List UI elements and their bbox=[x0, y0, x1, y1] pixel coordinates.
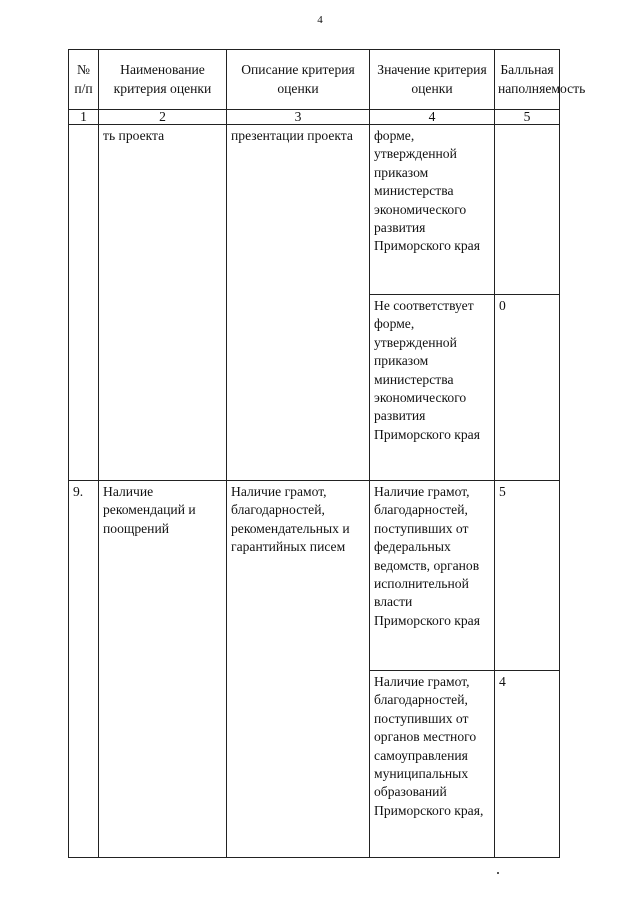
header-criterion-description: Описание критерия оценки bbox=[227, 50, 370, 110]
scan-dot bbox=[497, 872, 499, 874]
column-index: 1 bbox=[69, 110, 99, 125]
row-number: 9. bbox=[69, 481, 99, 858]
column-index: 3 bbox=[227, 110, 370, 125]
table-header-row bbox=[69, 50, 560, 110]
criterion-description: Наличие грамот, благодарностей, рекомендательных и гарантийных писем bbox=[227, 481, 370, 858]
table-row bbox=[69, 481, 560, 671]
criterion-name: ть проекта bbox=[99, 125, 227, 481]
row-number bbox=[69, 125, 99, 481]
page-number: 4 bbox=[317, 14, 323, 26]
criterion-name: Наличие рекомендаций и поощрений bbox=[99, 481, 227, 858]
criteria-table bbox=[68, 49, 586, 858]
criterion-score: 0 bbox=[495, 295, 560, 481]
header-criterion-name: Наименование критерия оценки bbox=[99, 50, 227, 110]
criterion-value: Наличие грамот, благодарностей, поступивших от федеральных ведомств, органов исполнительной власти Приморского края bbox=[370, 481, 495, 671]
criterion-value: Не соответствует форме, утвержденной приказом министерства экономического развития Приморского края bbox=[370, 295, 495, 481]
criterion-description: презентации проекта bbox=[227, 125, 370, 481]
header-number: № п/п bbox=[69, 50, 99, 110]
column-index-row bbox=[69, 110, 560, 125]
column-index: 5 bbox=[495, 110, 560, 125]
table-row bbox=[69, 125, 560, 295]
criterion-score: 4 bbox=[495, 671, 560, 858]
criterion-value: форме, утвержденной приказом министерства экономического развития Приморского края bbox=[370, 125, 495, 295]
header-score: Балльная наполняемость bbox=[495, 50, 560, 110]
criterion-score: 5 bbox=[495, 481, 560, 671]
criterion-value: Наличие грамот, благодарностей, поступивших от органов местного самоуправления муниципальных образований Приморского края, bbox=[370, 671, 495, 858]
column-index: 4 bbox=[370, 110, 495, 125]
column-index: 2 bbox=[99, 110, 227, 125]
header-criterion-value: Значение критерия оценки bbox=[370, 50, 495, 110]
criterion-score bbox=[495, 125, 560, 295]
